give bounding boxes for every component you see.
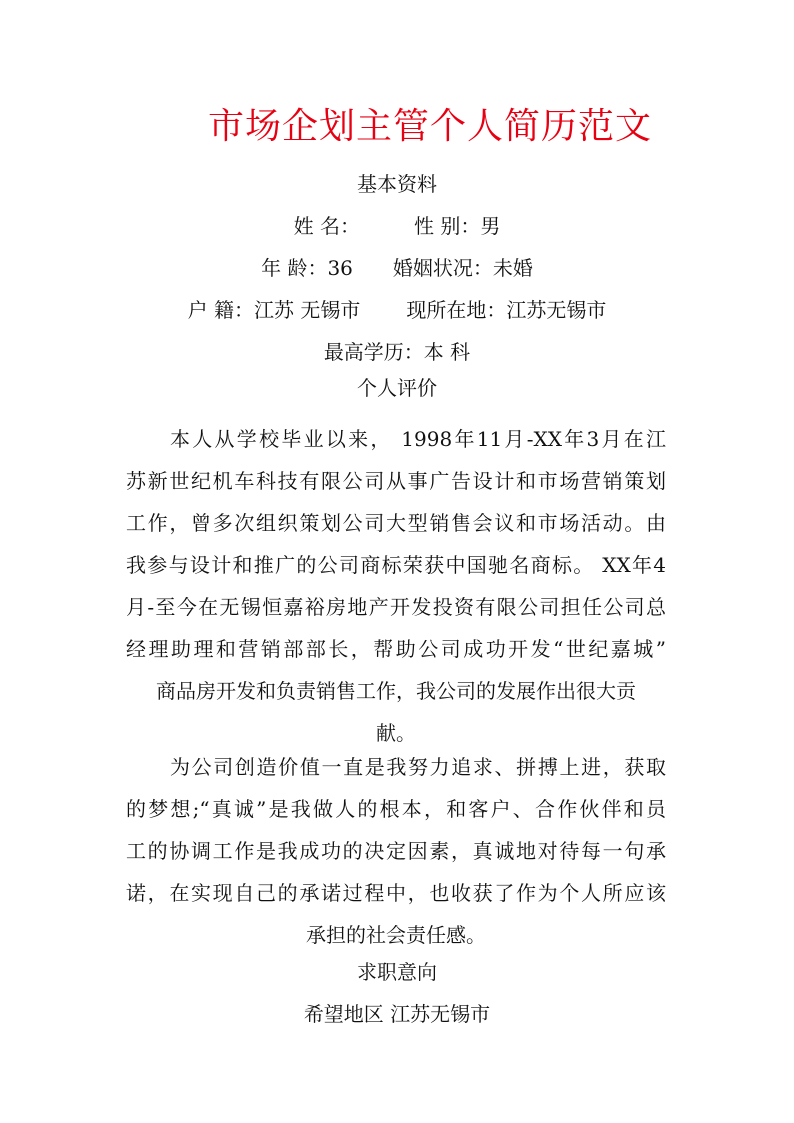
desired-region: 希望地区 江苏无锡市 (303, 1002, 491, 1026)
paragraph-line: 承担的社会责任感。 (306, 923, 486, 947)
marital-label: 婚姻状况：未婚 (392, 256, 533, 280)
age-label: 年 龄：36 (261, 256, 353, 280)
location-label: 现所在地：江苏无锡市 (406, 298, 607, 322)
education-row: 最高学历：本 科 (323, 340, 471, 364)
paragraph-line: 苏新世纪机车科技有限公司从事广告设计和市场营销策划 (126, 469, 666, 493)
paragraph-line: 工的协调工作是我成功的决定因素，真诚地对待每一句承 (126, 839, 666, 863)
basic-info-heading: 基本资料 (357, 172, 437, 196)
paragraph-line: 商品房开发和负责销售工作，我公司的发展作出很大贡 (156, 679, 636, 703)
paragraph-line: 我参与设计和推广的公司商标荣获中国驰名商标。 XX年4 (126, 553, 666, 577)
paragraph-line: 为公司创造价值一直是我努力追求、拼搏上进，获取 (170, 755, 666, 779)
paragraph-line: 的梦想;“真诚”是我做人的根本，和客户、合作伙伴和员 (126, 797, 666, 821)
paragraph-line: 月-至今在无锡恒嘉裕房地产开发投资有限公司担任公司总 (126, 595, 666, 619)
gender-label: 性 别：男 (414, 214, 501, 238)
name-label: 姓 名： (293, 214, 360, 238)
paragraph-line: 本人从学校毕业以来， 1998年11月-XX年3月在江 (170, 427, 666, 451)
paragraph-line: 工作，曾多次组织策划公司大型销售会议和市场活动。由 (126, 511, 666, 535)
evaluation-paragraph-1 (126, 418, 666, 754)
name-gender-row (0, 212, 794, 240)
paragraph-line: 经理助理和营销部部长，帮助公司成功开发“世纪嘉城” (126, 637, 666, 661)
hukou-label: 户 籍：江苏 无锡市 (187, 298, 361, 322)
hukou-location-row (0, 296, 794, 324)
paragraph-line: 献。 (376, 721, 416, 745)
evaluation-paragraph-2 (126, 746, 666, 956)
job-intent-heading: 求职意向 (357, 960, 437, 984)
paragraph-line: 诺，在实现自己的承诺过程中，也收获了作为个人所应该 (126, 881, 666, 905)
evaluation-heading: 个人评价 (357, 376, 437, 400)
document-title: 市场企划主管个人简历范文 (207, 106, 652, 147)
age-marital-row (0, 254, 794, 282)
